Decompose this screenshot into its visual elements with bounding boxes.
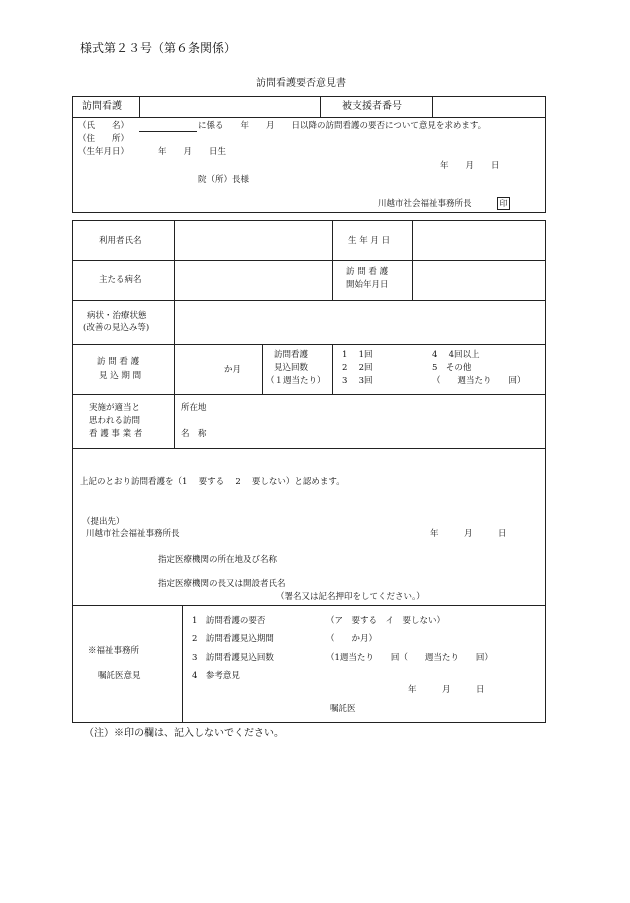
submit-to-value: 川越市社会福祉事務所長 <box>86 529 180 539</box>
welfare-item-2-value: （ か月） <box>326 634 378 644</box>
location-label: 所在地 <box>181 403 207 413</box>
count-option-6[interactable]: （ 週当たり 回） <box>432 376 526 386</box>
count-option-3[interactable]: 3 3回 <box>342 376 373 386</box>
count-label-2: 見込回数 <box>274 363 309 373</box>
welfare-item-1: 1 訪問看護の要否 <box>192 616 266 626</box>
opinion-statement: 上記のとおり訪問看護を（1 要する 2 要しない）と認めます。 <box>80 477 345 487</box>
address-label: （住 所） <box>78 134 130 144</box>
count-option-2[interactable]: 2 2回 <box>342 363 373 373</box>
welfare-label-2: 嘱託医意見 <box>98 671 141 681</box>
request-text: に係る 年 月 日以降の訪問看護の要否について意見を求めます。 <box>198 121 487 131</box>
hospital-label: 院（所）長様 <box>198 175 250 185</box>
dob-table-label: 生 年 月 日 <box>348 236 391 246</box>
user-name-field[interactable] <box>176 222 330 258</box>
doctor-label: 嘱託医 <box>330 704 356 714</box>
provider-name-field[interactable] <box>216 424 542 440</box>
start-date-field[interactable] <box>414 262 544 298</box>
welfare-item-3-value: （1週当たり 回（ 週当たり 回） <box>326 653 493 663</box>
opinion-section <box>72 448 546 606</box>
name-field[interactable] <box>139 131 197 132</box>
count-option-1[interactable]: 1 1回 <box>342 350 373 360</box>
period-label-2: 見 込 期 間 <box>99 371 142 381</box>
location-field[interactable] <box>216 398 542 414</box>
period-field[interactable] <box>176 346 216 392</box>
recipient-number-label: 被支援者番号 <box>342 101 402 112</box>
count-label-1: 訪問看護 <box>274 350 309 360</box>
dob-value: 年 月 日生 <box>158 147 227 157</box>
welfare-item-1-value: （ア 要する イ 要しない） <box>326 616 446 626</box>
condition-label-1: 病状・治療状態 <box>87 311 147 321</box>
footer-note: （注）※印の欄は、記入しないでください。 <box>84 728 284 739</box>
count-label-3: （１週当たり） <box>266 376 326 386</box>
count-option-4[interactable]: 4 4回以上 <box>432 350 480 360</box>
months-unit: か月 <box>224 365 242 375</box>
institution-label: 指定医療機関の所在地及び名称 <box>158 555 278 565</box>
condition-field[interactable] <box>176 302 544 342</box>
provider-label-3: 看 護 事 業 者 <box>89 429 143 439</box>
request-date: 年 月 日 <box>440 161 500 171</box>
user-name-label: 利用者氏名 <box>99 236 142 246</box>
start-date-label-1: 訪 問 看 護 <box>346 267 389 277</box>
dob-label: （生年月日） <box>78 147 130 157</box>
count-option-5[interactable]: 5 その他 <box>432 363 472 373</box>
seal-stamp: 印 <box>497 197 510 210</box>
visit-nursing-label: 訪問看護 <box>82 101 122 112</box>
welfare-item-4: 4 参考意見 <box>192 671 240 681</box>
welfare-item-2: 2 訪問看護見込期間 <box>192 634 274 644</box>
start-date-label-2: 開始年月日 <box>346 280 389 290</box>
welfare-date: 年 月 日 <box>408 685 485 695</box>
page-title: 訪問看護要否意見書 <box>256 78 346 89</box>
dob-table-field[interactable] <box>414 222 544 258</box>
provider-label-1: 実施が適当と <box>89 403 141 413</box>
opinion-date: 年 月 日 <box>430 529 507 539</box>
welfare-label-1: ※福祉事務所 <box>88 646 140 656</box>
provider-name-label: 名 称 <box>181 429 207 439</box>
visit-nursing-field[interactable] <box>141 98 318 115</box>
main-disease-label: 主たる病名 <box>99 275 142 285</box>
name-label: （氏 名） <box>78 121 130 131</box>
director-label: 指定医療機関の長又は開設者氏名 <box>158 579 286 589</box>
office-chief: 川越市社会福祉事務所長 <box>378 199 472 209</box>
condition-label-2: (改善の見込み等) <box>83 323 150 333</box>
signature-note: （署名又は記名押印をしてください。） <box>276 592 425 602</box>
recipient-number-field[interactable] <box>434 98 544 115</box>
welfare-item-3: 3 訪問看護見込回数 <box>192 653 274 663</box>
form-number: 様式第２３号（第６条関係） <box>80 41 237 55</box>
period-label-1: 訪 問 看 護 <box>97 357 140 367</box>
submit-to-label: （提出先） <box>82 517 125 527</box>
main-disease-field[interactable] <box>176 262 330 298</box>
welfare-section <box>72 605 546 723</box>
provider-label-2: 思われる訪問 <box>89 416 141 426</box>
